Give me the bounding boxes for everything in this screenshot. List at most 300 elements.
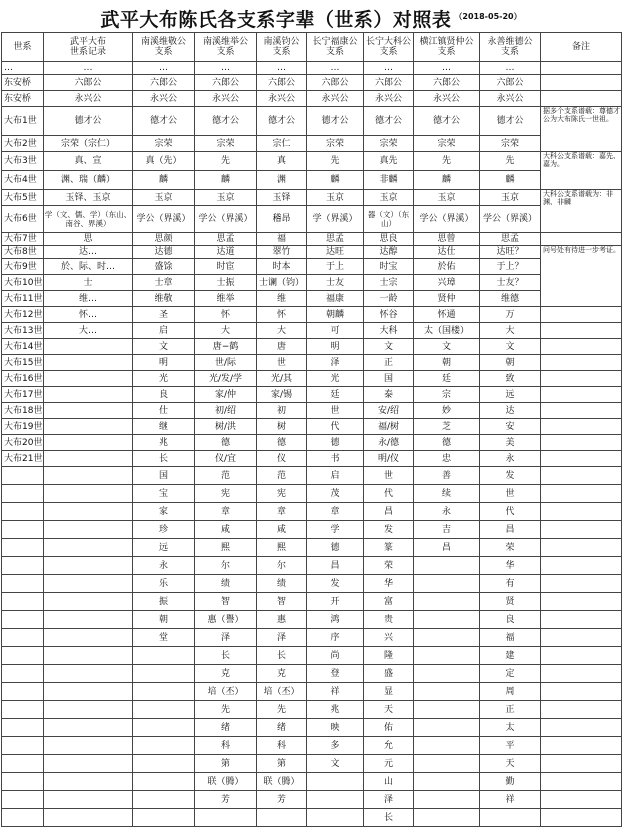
name-cell: 文	[364, 339, 414, 355]
name-cell: 尔	[195, 557, 257, 575]
name-cell	[44, 467, 133, 485]
name-cell: 泰	[364, 387, 414, 403]
column-header: 武平大布 世系记录	[44, 33, 133, 62]
note-cell	[541, 611, 622, 629]
name-cell: 六郎公	[307, 75, 364, 91]
name-cell: 达仕	[414, 246, 480, 259]
table-row	[2, 307, 622, 323]
name-cell	[44, 701, 133, 719]
name-cell: 先	[307, 152, 364, 171]
name-cell: 贵	[364, 611, 414, 629]
name-cell: 兴	[364, 629, 414, 647]
name-cell: 永兴公	[195, 91, 257, 107]
name-cell	[133, 683, 195, 701]
name-cell: 怀	[257, 307, 307, 323]
name-cell: 祥	[307, 683, 364, 701]
name-cell: 时本	[257, 259, 307, 275]
name-cell: 明	[307, 339, 364, 355]
name-cell: 大	[257, 323, 307, 339]
name-cell: 学	[307, 521, 364, 539]
name-cell: 芳	[257, 791, 307, 809]
name-cell: 先	[195, 701, 257, 719]
genealogy-table	[1, 32, 622, 827]
name-cell: 怀通	[414, 307, 480, 323]
table-row	[2, 665, 622, 683]
column-header: 世系	[2, 33, 44, 62]
name-cell	[44, 647, 133, 665]
name-cell: 一龄	[364, 291, 414, 307]
name-cell: 元	[364, 755, 414, 773]
name-cell: 周	[480, 683, 541, 701]
name-cell: 德才公	[414, 107, 480, 136]
name-cell	[133, 773, 195, 791]
name-cell: 多	[307, 737, 364, 755]
name-cell: 文	[307, 755, 364, 773]
name-cell: 六郎公	[364, 75, 414, 91]
table-row	[2, 91, 622, 107]
column-header: 南溪维敬公 支系	[133, 33, 195, 62]
note-cell	[541, 737, 622, 755]
name-cell: 熙	[195, 539, 257, 557]
name-cell: 善	[414, 467, 480, 485]
name-cell: 维…	[44, 291, 133, 307]
name-cell: …	[364, 62, 414, 75]
name-cell: 贤仲	[414, 291, 480, 307]
name-cell: 文	[414, 339, 480, 355]
name-cell: 达道	[195, 246, 257, 259]
name-cell: 范	[257, 467, 307, 485]
name-cell: 学（文、儒、学）（东山、南谷、界溪）	[44, 206, 133, 233]
name-cell: 文	[133, 339, 195, 355]
generation-cell	[2, 467, 44, 485]
note-cell	[541, 355, 622, 371]
name-cell: 书	[307, 451, 364, 467]
column-header: 长宁大科公 支系	[364, 33, 414, 62]
name-cell	[44, 629, 133, 647]
name-cell: 吉	[414, 521, 480, 539]
table-row	[2, 503, 622, 521]
name-cell: 培（丕）	[257, 683, 307, 701]
name-cell	[414, 647, 480, 665]
name-cell: 科	[257, 737, 307, 755]
name-cell	[414, 719, 480, 737]
name-cell: …	[44, 62, 133, 75]
name-cell: 振	[133, 593, 195, 611]
note-cell	[541, 665, 622, 683]
name-cell: 大科	[364, 323, 414, 339]
name-cell: 於佑	[414, 259, 480, 275]
name-cell: 先	[257, 701, 307, 719]
name-cell: 珍	[133, 521, 195, 539]
generation-cell: 大布7世	[2, 233, 44, 246]
name-cell: …	[257, 62, 307, 75]
name-cell: 士章	[133, 275, 195, 291]
name-cell: 树/洪	[195, 419, 257, 435]
name-cell: 学（界溪）	[307, 206, 364, 233]
name-cell: 於、际、时…	[44, 259, 133, 275]
name-cell: 安	[480, 419, 541, 435]
name-cell: 学公（界溪）	[133, 206, 195, 233]
note-cell	[541, 773, 622, 791]
name-cell	[44, 737, 133, 755]
name-cell: 玉京	[414, 190, 480, 206]
name-cell: 思良	[364, 233, 414, 246]
name-cell: 永兴公	[364, 91, 414, 107]
name-cell: 士谰（钧）	[257, 275, 307, 291]
name-cell: 永兴公	[44, 91, 133, 107]
name-cell: 家/仲	[195, 387, 257, 403]
generation-cell: 大布14世	[2, 339, 44, 355]
name-cell	[44, 403, 133, 419]
name-cell: 玉京	[364, 190, 414, 206]
name-cell: 开	[307, 593, 364, 611]
name-cell: 仪/宜	[195, 451, 257, 467]
name-cell	[44, 611, 133, 629]
name-cell	[44, 387, 133, 403]
generation-cell	[2, 611, 44, 629]
title-bar	[0, 0, 622, 32]
name-cell: 文	[480, 339, 541, 355]
name-cell: 绪	[195, 719, 257, 737]
note-cell	[541, 719, 622, 737]
name-cell: 宗	[414, 387, 480, 403]
name-cell: 怀…	[44, 307, 133, 323]
name-cell: 可	[307, 323, 364, 339]
name-cell: 荣	[364, 557, 414, 575]
name-cell: 朝麟	[307, 307, 364, 323]
generation-cell	[2, 629, 44, 647]
table-row	[2, 246, 622, 259]
name-cell	[414, 737, 480, 755]
note-cell	[541, 647, 622, 665]
name-cell: 代	[307, 419, 364, 435]
name-cell: 隆	[364, 647, 414, 665]
note-cell	[541, 419, 622, 435]
generation-cell: 大布15世	[2, 355, 44, 371]
name-cell: 克	[195, 665, 257, 683]
generation-cell: 大布5世	[2, 190, 44, 206]
name-cell: 致	[480, 371, 541, 387]
name-cell: 启	[307, 467, 364, 485]
name-cell: …	[414, 62, 480, 75]
name-cell: 章	[195, 503, 257, 521]
name-cell: 真先	[364, 152, 414, 171]
name-cell: 非麟	[364, 171, 414, 190]
name-cell: 勤	[480, 773, 541, 791]
table-row	[2, 485, 622, 503]
name-cell: 玉京	[133, 190, 195, 206]
name-cell	[414, 809, 480, 827]
name-cell: 盛	[364, 665, 414, 683]
name-cell: 维德	[480, 291, 541, 307]
note-cell	[541, 435, 622, 451]
name-cell: 国	[364, 371, 414, 387]
name-cell	[195, 809, 257, 827]
name-cell: 玉京	[307, 190, 364, 206]
name-cell: 永兴公	[480, 91, 541, 107]
generation-cell	[2, 683, 44, 701]
name-cell	[414, 701, 480, 719]
name-cell	[44, 755, 133, 773]
name-cell: 永兴公	[257, 91, 307, 107]
name-cell: 华	[364, 575, 414, 593]
note-cell: 问号处有待进一步考证。	[541, 246, 622, 307]
name-cell: 麟	[480, 171, 541, 190]
name-cell: 家/锡	[257, 387, 307, 403]
note-cell	[541, 62, 622, 75]
name-cell: 安/绍	[364, 403, 414, 419]
note-cell	[541, 755, 622, 773]
table-row	[2, 387, 622, 403]
name-cell: 永	[414, 503, 480, 521]
name-cell: 山	[364, 773, 414, 791]
generation-cell	[2, 755, 44, 773]
name-cell: 福	[480, 629, 541, 647]
name-cell: 荣	[480, 539, 541, 557]
name-cell: 远	[480, 387, 541, 403]
name-cell: 德	[307, 435, 364, 451]
name-cell: 宗仁	[257, 136, 307, 152]
name-cell: 世	[257, 355, 307, 371]
note-cell	[541, 485, 622, 503]
name-cell: 太	[480, 719, 541, 737]
name-cell: 世	[364, 467, 414, 485]
name-cell: 映	[307, 719, 364, 737]
name-cell	[133, 755, 195, 773]
name-cell: 德才公	[133, 107, 195, 136]
generation-cell: 东安桥	[2, 91, 44, 107]
name-cell: 永	[480, 451, 541, 467]
name-cell	[414, 557, 480, 575]
note-cell	[541, 233, 622, 246]
note-cell	[541, 593, 622, 611]
table-row	[2, 539, 622, 557]
note-cell	[541, 467, 622, 485]
note-cell	[541, 91, 622, 107]
generation-cell: 大布4世	[2, 171, 44, 190]
name-cell: 思孟	[307, 233, 364, 246]
note-cell	[541, 701, 622, 719]
name-cell: 惠	[257, 611, 307, 629]
name-cell: 达旺？	[480, 246, 541, 259]
generation-cell	[2, 503, 44, 521]
name-cell: 范	[195, 467, 257, 485]
table-row	[2, 773, 622, 791]
name-cell: 科	[195, 737, 257, 755]
name-cell	[44, 575, 133, 593]
name-cell: 堂	[133, 629, 195, 647]
name-cell: 联（腾）	[257, 773, 307, 791]
generation-cell: 大布1世	[2, 107, 44, 136]
name-cell: 真、宣	[44, 152, 133, 171]
name-cell: 长	[364, 809, 414, 827]
name-cell: 惠（譽）	[195, 611, 257, 629]
name-cell: 六郎公	[257, 75, 307, 91]
generation-cell	[2, 701, 44, 719]
name-cell: 稽昂	[257, 206, 307, 233]
name-cell: 允	[364, 737, 414, 755]
name-cell: 思曾	[414, 233, 480, 246]
name-cell: 维	[257, 291, 307, 307]
name-cell: 美	[480, 435, 541, 451]
generation-cell	[2, 647, 44, 665]
name-cell: 宪	[195, 485, 257, 503]
note-cell	[541, 387, 622, 403]
name-cell: 树	[257, 419, 307, 435]
name-cell: 思颜	[133, 233, 195, 246]
name-cell	[480, 809, 541, 827]
name-cell: 思	[44, 233, 133, 246]
generation-cell	[2, 593, 44, 611]
note-cell	[541, 307, 622, 323]
name-cell: 忠	[414, 451, 480, 467]
name-cell: 篆	[364, 539, 414, 557]
name-cell	[44, 435, 133, 451]
name-cell: 六郎公	[480, 75, 541, 91]
generation-cell	[2, 773, 44, 791]
name-cell: 永兴公	[133, 91, 195, 107]
note-cell	[541, 629, 622, 647]
name-cell: 宗荣	[307, 136, 364, 152]
name-cell: 德才公	[257, 107, 307, 136]
header-row	[2, 33, 622, 62]
name-cell: 芳	[195, 791, 257, 809]
table-row	[2, 629, 622, 647]
name-cell: 熙	[257, 539, 307, 557]
name-cell: 器（文）（东山）	[364, 206, 414, 233]
name-cell	[414, 773, 480, 791]
note-cell	[541, 809, 622, 827]
generation-cell: 大布20世	[2, 435, 44, 451]
generation-cell: 大布13世	[2, 323, 44, 339]
name-cell: 太（国楼）	[414, 323, 480, 339]
name-cell	[414, 665, 480, 683]
name-cell: 渊	[257, 171, 307, 190]
name-cell	[133, 809, 195, 827]
table-row	[2, 107, 622, 136]
name-cell: 士宗	[364, 275, 414, 291]
table-row	[2, 467, 622, 485]
name-cell: 乐	[133, 575, 195, 593]
name-cell: 怀谷	[364, 307, 414, 323]
name-cell: 唐	[257, 339, 307, 355]
name-cell: 兆	[307, 701, 364, 719]
name-cell: 鸿	[307, 611, 364, 629]
name-cell: 世	[480, 485, 541, 503]
name-cell	[44, 371, 133, 387]
name-cell: 天	[480, 755, 541, 773]
name-cell: 朝	[133, 611, 195, 629]
name-cell: 序	[307, 629, 364, 647]
generation-cell	[2, 809, 44, 827]
name-cell: 世/际	[195, 355, 257, 371]
name-cell: 仪	[257, 451, 307, 467]
name-cell	[44, 503, 133, 521]
name-cell: 士	[44, 275, 133, 291]
name-cell: 维举	[195, 291, 257, 307]
name-cell	[133, 719, 195, 737]
name-cell	[414, 683, 480, 701]
name-cell: 智	[257, 593, 307, 611]
generation-cell: 大布16世	[2, 371, 44, 387]
name-cell: 德才公	[44, 107, 133, 136]
name-cell: 朝	[414, 355, 480, 371]
column-header: 备注	[541, 33, 622, 62]
name-cell: 大	[195, 323, 257, 339]
name-cell: 天	[364, 701, 414, 719]
name-cell: 泽	[257, 629, 307, 647]
name-cell	[414, 755, 480, 773]
name-cell: 兆	[133, 435, 195, 451]
table-row	[2, 233, 622, 246]
note-cell	[541, 683, 622, 701]
name-cell: 永兴公	[414, 91, 480, 107]
column-header: 南溪钧公 支系	[257, 33, 307, 62]
name-cell: 怀	[195, 307, 257, 323]
name-cell: 唐−鹤	[195, 339, 257, 355]
table-row	[2, 323, 622, 339]
note-cell: 大科公支系谱载为：非渊、非麟	[541, 190, 622, 233]
note-cell: 大科公支系谱载：嘉先、嘉为。	[541, 152, 622, 190]
name-cell: 佑	[364, 719, 414, 737]
generation-cell: 大布9世	[2, 259, 44, 275]
name-cell: …	[133, 62, 195, 75]
table-row	[2, 136, 622, 152]
name-cell	[44, 557, 133, 575]
name-cell: 大…	[44, 323, 133, 339]
name-cell: 德	[195, 435, 257, 451]
column-header: 长宁福康公 支系	[307, 33, 364, 62]
name-cell: 登	[307, 665, 364, 683]
table-body	[2, 62, 622, 827]
name-cell: 长	[195, 647, 257, 665]
name-cell: 光/其	[257, 371, 307, 387]
name-cell: 第	[257, 755, 307, 773]
table-row	[2, 701, 622, 719]
name-cell: 绩	[257, 575, 307, 593]
name-cell: 显	[364, 683, 414, 701]
name-cell: 明	[133, 355, 195, 371]
name-cell: 圣	[133, 307, 195, 323]
name-cell: 长	[257, 647, 307, 665]
name-cell: 德	[414, 435, 480, 451]
note-cell	[541, 371, 622, 387]
table-row	[2, 809, 622, 827]
name-cell	[44, 355, 133, 371]
name-cell: 贤	[480, 593, 541, 611]
table-row	[2, 152, 622, 171]
generation-cell: 大布8世	[2, 246, 44, 259]
name-cell: 永/德	[364, 435, 414, 451]
name-cell	[44, 539, 133, 557]
name-cell: 章	[257, 503, 307, 521]
name-cell: 宗荣（宗仁）	[44, 136, 133, 152]
name-cell: 玉铎	[257, 190, 307, 206]
name-cell: 续	[414, 485, 480, 503]
note-cell	[541, 323, 622, 339]
name-cell: 士友？	[480, 275, 541, 291]
generation-cell: 大布18世	[2, 403, 44, 419]
name-cell	[307, 773, 364, 791]
table-row	[2, 355, 622, 371]
name-cell: 克	[257, 665, 307, 683]
name-cell: 思孟	[480, 233, 541, 246]
name-cell: 玉京	[480, 190, 541, 206]
generation-cell: 大布10世	[2, 275, 44, 291]
generation-cell	[2, 557, 44, 575]
name-cell: 咸	[257, 521, 307, 539]
name-cell: 泽	[307, 355, 364, 371]
